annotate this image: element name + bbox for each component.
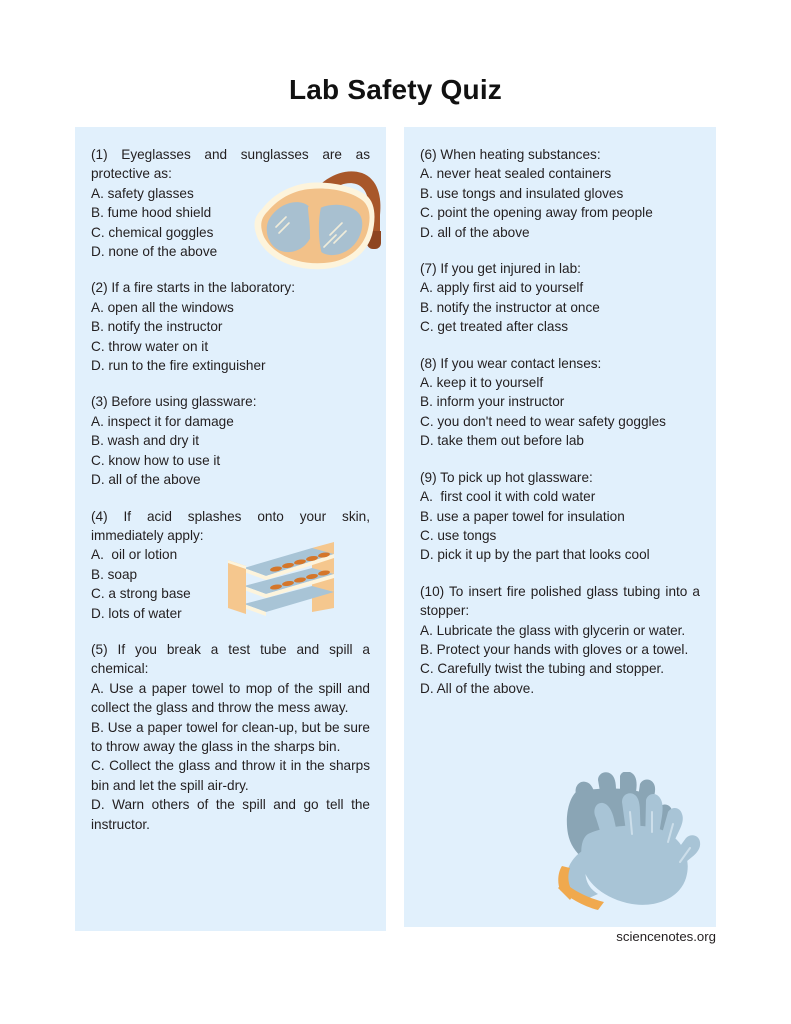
question-prompt: (6) When heating substances:: [420, 147, 601, 162]
answer-option: D. take them out before lab: [420, 433, 584, 449]
answer-option: D. All of the above.: [420, 680, 535, 696]
question-block-q5: [91, 640, 370, 834]
answer-option: C. chemical goggles: [91, 224, 214, 240]
question-block-q6: [420, 145, 700, 242]
answer-option: B. inform your instructor: [420, 394, 565, 410]
answer-option: C. point the opening away from people: [420, 205, 653, 221]
question-prompt: (9) To pick up hot glassware:: [420, 469, 593, 485]
safety-goggles-illustration: [248, 163, 396, 275]
answer-option: C. Carefully twist the tubing and stopper.: [420, 661, 665, 677]
answer-option: D. run to the fire extinguisher: [91, 358, 266, 374]
answer-option: A. safety glasses: [91, 185, 194, 201]
question-prompt: (3) Before using glassware:: [91, 394, 257, 410]
answer-option: B. notify the instructor: [91, 319, 223, 335]
question-prompt: (8) If you wear contact lenses:: [420, 355, 602, 371]
answer-option: A. open all the windows: [91, 299, 234, 315]
answer-option: D. none of the above: [91, 244, 218, 260]
answer-option: B. Protect your hands with gloves or a towel.: [420, 641, 689, 657]
answer-option: A. oil or lotion: [91, 547, 178, 563]
test-tube-rack-illustration: [224, 528, 346, 616]
page-title: Lab Safety Quiz: [288, 74, 503, 105]
answer-option: D. all of the above: [91, 472, 201, 488]
question-block-q10: [420, 582, 700, 698]
question-block-q3: [91, 392, 370, 489]
question-prompt: (4) If acid splashes onto your skin, immediately apply:: [91, 508, 370, 543]
answer-option: A. never heat sealed containers: [420, 166, 612, 182]
answer-option: C. throw water on it: [91, 338, 209, 354]
question-prompt: (10) To insert fire polished glass tubing into a stopper:: [420, 583, 700, 619]
source-credit: sciencenotes.org: [616, 929, 716, 944]
answer-option: B. notify the instructor at once: [420, 299, 600, 315]
answer-option: C. you don't need to wear safety goggles: [420, 413, 666, 429]
answer-option: A. Use a paper towel to mop of the spill and collect the glass and throw the mess away.: [91, 680, 370, 716]
answer-option: B. Use a paper towel for clean-up, but be sure to throw away the glass in the sharps bin.: [91, 719, 370, 754]
question-block-q9: [420, 468, 700, 565]
answer-option: D. all of the above: [420, 224, 530, 240]
answer-option: C. know how to use it: [91, 452, 221, 468]
lab-gloves-illustration: [540, 772, 716, 920]
answer-option: D. pick it up by the part that looks cool: [420, 547, 650, 563]
question-list-right: [420, 145, 700, 698]
answer-option: C. use tongs: [420, 527, 497, 543]
question-prompt: (5) If you break a test tube and spill a chemical:: [91, 641, 370, 677]
answer-option: A. Lubricate the glass with glycerin or water.: [420, 622, 686, 638]
question-block-q7: [420, 259, 700, 337]
question-prompt: (1) Eyeglasses and sunglasses are as protective as:: [91, 147, 370, 182]
question-prompt: (2) If a fire starts in the laboratory:: [91, 280, 295, 296]
answer-option: A. first cool it with cold water: [420, 489, 596, 505]
answer-option: B. use a paper towel for insulation: [420, 508, 625, 524]
question-block-q2: [91, 278, 370, 375]
answer-option: D. lots of water: [91, 605, 182, 621]
question-prompt: (7) If you get injured in lab:: [420, 261, 581, 277]
answer-option: B. use tongs and insulated gloves: [420, 185, 624, 201]
question-block-q8: [420, 354, 700, 451]
answer-option: B. soap: [91, 566, 138, 582]
answer-option: A. inspect it for damage: [91, 413, 234, 429]
answer-option: B. fume hood shield: [91, 205, 212, 221]
answer-option: A. keep it to yourself: [420, 375, 544, 391]
answer-option: B. wash and dry it: [91, 433, 200, 449]
answer-option: A. apply first aid to yourself: [420, 280, 584, 296]
answer-option: C. get treated after class: [420, 319, 569, 335]
answer-option: D. Warn others of the spill and go tell the instructor.: [91, 797, 370, 832]
answer-option: C. Collect the glass and throw it in the sharps bin and let the spill air-dry.: [91, 758, 370, 793]
answer-option: C. a strong base: [91, 586, 191, 602]
